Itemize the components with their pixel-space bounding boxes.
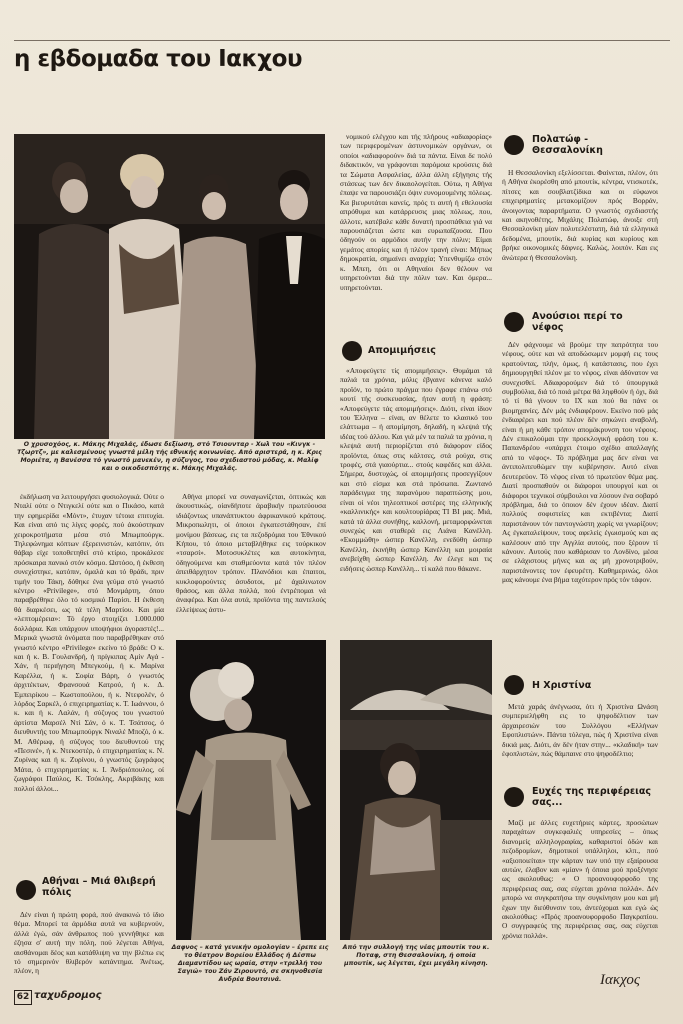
boutique-photo-caption: Από την συλλογή της νέας μπουτίκ του κ. Ποταφ, στη Θεσσαλονίκη, ή οποία μπουτίκ, ως λέγεται, έχει μεγάλη κίνηση. bbox=[342, 944, 490, 967]
athens-paragraph: Δέν είναι ή πρώτη φορά, πού άνακινώ τό ίδιο θέμα. Μπορεί τα άρμόδια αυτά να κυβερνούν, άλλά έγώ, σάν άνθρωπος πού γεννήθηκε και έζησα σ' αυτή την πόλη, πού λέγεται Αθήνα, αισθάνομαι δέος και κατάθλιψη να την βλέπω εις τό σημερινόν θλιβερόν κατάντημα. Άνέτως, πλέον, η bbox=[14, 910, 164, 976]
actress-photo-caption: Δαφνος – κατά γενικήν ομολογίαν – έρεπε εις το θέατρον Βορείου Ελλάδος ή Δέσπω Διαμαντίδου ως ωραία, στην «τρελλή του Σαγιώ» του Ζάν Ζιρουντό, σε σκηνοθεσία Ανδρέα Βουτσινά. bbox=[171, 944, 329, 983]
party-photo bbox=[14, 134, 325, 439]
polatof-paragraph: Η Θεσσαλονίκη εξελίσσεται. Φαίνεται, πλέον, ότι ή Αθήνα έκορέσθη από μπουτίκ, κέντρα, ντισκοτέκ, πίτσες και σουβλατζίδικα και οι εύφωνοι επιχειρηματίες μετακομίζουν πρός Βορράν, άνοιγοντας παραρτήματα. Ο γνωστός σχεδιαστής και ακηνοθέτης, Μιχάλης Πολατώφ, άνοιξε στή Θεσσαλονίκη μίαν πολυτελέστατη, διά τά ελληνικά δεδομένα, μπουτίκ, διά κυρίας και κυρίους και βρήκε οικονομικές δάφνες. Καλώς, λοιπόν. Και εις άνώτερα ή Θεσσαλονίκη. bbox=[502, 168, 658, 262]
eyxes-bullet-icon bbox=[504, 787, 524, 807]
christina-title: Η Χριστίνα bbox=[532, 680, 592, 691]
apomimiseis-paragraph: «Αποφεύγετε τίς απομιμήσεις». Θυμάμαι τά παλιά τα χρόνια, μόλις έβγαινε κάνενα καλό προϊόν, το πρώτο πράγμα που έγραφε επάνω στό κουτί τής συσκευασίας, ήταν αυτή η φράση: «Αποφεύγετε τάς απομιμήσεις». Διότι, είναι ίδιον του Έλληνα – είναι, αν θέλετε το κλασικό του ελάττωμα – ή απομίμηση, δηλαδή, η κλεψιά τής ιδέας τού άλλου. Και γιά μέν τα παλιά τα χρόνια, η κλεψιά αυτή περιορίζεται στό διάφορον είδος προϊόντα, όπως στις κάλτσες, στά ρούχα, στις τροφές, στά γιαούρτια... στούς καφέδες και άλλα. Σήμερα, δυστυχώς, οί απομιμήσεις προσεγγίζουν και στό είσμα και στά πρόσωπα. Ζωντανό παράδειγμα της παρανόμου παραπτώσης μου, είναι οί νέοι τηλεοπτικοί αστέρες της ελληνικής «καλλινικής» και κουλτουρίάρας ΤΙ ΒΙ μας. Μιά, κατά τά άλλα συνήθης, καλλονή, μεταμορφώνεται συνεχώς και σταθερά εις Λιάνα Κανέλλη. «Εκομμώθη» ώσπερ Κανέλλη, ενεδύθη ώσπερ Κανέλλη, έκινήθη ώσπερ Κανέλλη και μοιραία ανεβείχθη ώσπερ Κανέλλη. Αν έλεγε και τις ειδήσεις ώσπερ Κανέλλη... τί καλά που θάκανε. bbox=[340, 366, 492, 573]
apomimiseis-title: Απομιμήσεις bbox=[368, 345, 436, 356]
anousioi-bullet-icon bbox=[504, 312, 524, 332]
athens-text bbox=[14, 910, 164, 984]
page-number: 62 bbox=[14, 990, 32, 1005]
boutique-photo-drawing bbox=[340, 640, 492, 940]
christina-bullet-icon bbox=[504, 675, 524, 695]
polatof-bullet-icon bbox=[504, 135, 524, 155]
intro-mid-text bbox=[340, 132, 492, 332]
eyxes-paragraph: Μαζί με άλλες ευχετήριες κάρτες, προσώπων παραχάτων συγκεφαλιές υπηρεσίες – όπως διανομείς αλληλογραφίας, καθαριστοί όδών και πεζοδρομίων, δημοτικοί υπάλληλοι, κλπ., πού «αξιοποιείται» την κάρταν των υπό την εξαίρουσα αυτών, έλαβον και «μίαν» ή όποια μού προξένησε ως ακολουθως: « Ο προανουφορφοδο της περιφέρειας σας, σας εύχεται χρόνια πολλά». Δέν μπορώ να συγκρατήσω την συγκίνησιν μου και μή έχων την διεύθυνσιν του, άντεύχομαι και εγώ ώς ακολούθως: «Πρός προανουφορφοδο Παγκρατίου. Ο συγγραφεύς της περιφέρειας σας, σας εύχεται χρόνια πολλά». bbox=[502, 818, 658, 940]
polatof-title: Πολατώφ - Θεσσαλονίκη bbox=[532, 134, 603, 156]
anousioi-paragraph: Δέν φάχνουμε νά βρούμε την πατρότητα του νέφους, ούτε και νά αποδώσωμεν μομφή εις τους κρατούντας, πλήν, όμως, ή κατάστασις, που έχει δημιουργηθεί πλέον με το νέφος, είναι άδύνατον να συνεχισθεί. Αδιαφορούμεν διά τό ύπουργικά συμβούλια, διά τό ποιά μέτρα θά ληφθούν ή όχι, διά τό τί θά γίνουν το ΙΧ και πού θα πάνε οι βιομηχανίες. Δέν μάς ένδιαφέρουν. Εκείνο πού μάς ένδιαφέρει και πού πλέον δέν σηκώνει αναβολή, είναι ή μη κάθε τρόπον απομάκρυνση του νέφους. Δέν επικαλούμαι την προεκλογική φράση του κ. Παπανδρέου «υπάρχει έτοιμο σχέδιο απαλλαγής από το νέφος». Τό πρόβλημα μας δεν είναι να άντιπολιτευθώμεν την κυβέρνησιν. Αυτό είναι δευτερεύον. Τό νέφος είναι τό πρωτεύον θέμα μας. Διατί προσπαθούν οι διάφοροι υπουργοί και οι διάφοροι τεχνικοί σύμβουλοι να λύσουν ένα σοβαρό πρόβλημα, διά το όποιον δέν έχουν ιδέαν. Διατί πολλούς σοφιστείες και εκτιβέντα; Διατί παριστάνουν τόν παντογνώστη χωρίς να γνωρίζουν; Ας έγκαταλείψουν, τους αφελείς έγωισμούς και ας καλέσουν από την Αγγλία αυτούς, που ξέρουν τί κάνουν. Αυτούς που καθάρισαν το Λονδίνο, μέσα σε ελάχιστους μήνες και ας μή χρονοτριβούν, παριστάνοντες τον έφευρέτη. Καθημερινώς, όλοι μας κάνουμε ένα βήμα ταχύτερον πρός τόν τάφον. bbox=[502, 340, 658, 585]
column-b-text bbox=[176, 492, 326, 636]
athens-bullet-icon bbox=[16, 880, 36, 900]
top-rule bbox=[14, 40, 670, 41]
top-photo-caption: Ο χρυσοχόος, κ. Μάκης Μιχαλάς, έδωσε δεξίωση, στό Τσιουνταρ - Χωλ του «Κινγκ - Τζωρτζ», με καλεσμένους γνωστά μέλη τής εθνικής κοινωνίας. Από αριστερά, η κ. Κρις Μοριέτα, η Βανέσσα τό γνωστό μανεκέν, η σύζυγος, του σχεδιαστού μόδας, κ. Μαλίφ και ο οικοδεσπότης κ. Μάκης Μιχαλάς. bbox=[17, 441, 322, 472]
athens-title: Αθήναι – Μιά θλιβερή πόλις bbox=[42, 876, 156, 898]
intro-mid-paragraph: νομικού ελέγχου και τής πλήρους «αδιαφορίας» των περιφερομένων άστυνομικών οργάνων, οι οποίοι «αδιαφορούν» διά τα πάντα. Είναι δε πολύ διδακτικόν, να γράφονται παρόμοια κρούσεις διά τα Σώματα Ασφαλείας, άλλα άλλη εξήγησις τής στάσεως των δεν δικαιολογείται. Ούτω, η Αθήνα έπαψε να παρουσιάζει όψιν ευνομουμένης πόλεως. Κα βιευρυτάται κανείς, πρός τι αυτή ή εθελουσία απρόθυμα και κατάρρευσις μιας πόλεως, που, άλλοτε, κατέβαλε κάθε δυνατή προσπάθεια γιά να παρουσιάζεται ώστε και ευρωπαΐζουσα. Που όδηγούν οι αρμόδιοι αυτήν την πόλιν; Είμαι γεμάτος απορίες και ή πλέον τρανή είναι: Μήπως δημοκρατία, σημαίνει αναρχία; Υπενθυμίζω στόν κ. Μπεη, ότι οι Αθηναίοι δεν θέλουν να υπηρετούνται διά την πόλιν των. Και όμερα... υπηρετούνται. bbox=[340, 132, 492, 292]
boutique-photo bbox=[340, 640, 492, 940]
actress-photo bbox=[176, 640, 326, 940]
actress-photo-drawing bbox=[176, 640, 326, 940]
column-b-paragraph: Αθήνα μπορεί να συναγωνίζεται, όπτικώς και άκουστικώς, οίανδήποτε άραβικήν πρωτεύουσα ιδιάζοντως υπανάπτυκτου άφρικανικού κράτους. Μικροπωλητι, οί όποιοι έγκατεστάθησαν, έπί μονίμου βάσεως, εις τα πεζοδρόμια του Έθνικού Κήπου, τό όποιο μεταβλήθηκε εις τούρκικον «τσαρσί». Μοτοσυκλέτες και αυτοκίνητα, όδηγούμενα και σταθμεύοντα κατά τόν πλέον άπειθάρχητον τρόπον. Πλανόδιοι και έπαιτοι, κυκλοφορούντες άσυδοτοι, μέ άχαλινωτον θράσος, και άλλα πολλά, πού έντρέπομαι νά άναφέρω. Και όλα αυτά, προϊόντα της παντελούς έλλείψεως άστυ- bbox=[176, 492, 326, 614]
magazine-name: ταχυδρομος bbox=[34, 990, 102, 1001]
party-photo-drawing bbox=[14, 134, 325, 439]
column-a-paragraph: έκδήλωση να λειτουργήσει φυσιολογικά. Ούτε ο Νταλί ούτε ο Ντιγκελί ούτε και ο Πικάσο, κατά την εφημερίδα «Μόντ», έτυχαν τέτοια επιτυχία. Και είναι από τις λίγες φορές, πού άκούστηκαν χειροκροτήματα μέσα στό Μπωμπούργκ. Τηλεφώνημα κόπτων έξερεινιστών, κατόπιν, ότι θάβαρ είχε τοποθετηθεί στό κτίριο, προκάλεσε πρόσκαιρα πανικό στόν κόσμο. Ωστόσο, ή έκθεση συνεχίστηκε, κατόπιν, όμαλά και τό θράδι, πριν τιμήν του Τάκη, δόθηκε ένα γεύμα στό γνωστό κέντρο «Privilege», στό Μονμάρτη, όπου παραβρέθηκε όλο τό κοσμικό Παρίσι. Η έκθεση θά διαρκέσει, ως τά τέλη Μαρτίου. Και μία «λεπτομέρεια»: Τό έργο στοιχίζει 1.000.000 δολλάρια. Και υπάρχουν υποψήφιοι άγοραστές!... Μερικά γνωστά όνόματα που παραβρέθηκαν στό γνωστό κέντρο «Privilege» εκείνο τό βράδι: Ο κ. και ή κ. Β. Γουλανδρή, ή πρίγκιπας Αμίν Αγά - Χάν, ή περιήγηση Μπεγκούμ, ή κ. Μαρίνα Καρέλλα, ή κ. Σοφία Βάρη, ό γνωστός άρχιτέκτων, Φρανσουά Κατρού, ή κ. Δ. Έμπειρίκου – Κωστοπούλου, ή κ. Ντεφολέν, ό λόρδος Σαρκέλ, ό επιχειρηματίας κ. Τ. Ιωάννου, ό κ. και ή κ. Λαλάν, ή σύζυγος του γνωστού άρτίστα Μαρσέλ Ντί Σάν, ό κ. Τ. Τσάτσος, ό διευθυντής του Μπωμπούργκ Νιναλέ Μποζό, ό κ. Μ. Αθέρωφ, ή σύζυγος του διευθυντού της «Πεσινέ», ή κ. Ντεκοστέρ, ό επιχειρηματίας κ. Ν. Ζυρίνας και ή κ. Ζυρίνου, ό γνωστός ζωγράφος Μάτα, ό επιχειρηματίας κ. Ι. Άνδριόπουλος, οί ζωγράφοι Παύλος, Κ. Τσόκλης, Ακριβάκης και πολλοί άλλοι... bbox=[14, 492, 164, 793]
anousioi-title: Ανούσιοι περί το νέφος bbox=[532, 311, 623, 333]
eyxes-text bbox=[502, 818, 658, 968]
author-signature: Ιακχος bbox=[600, 972, 640, 988]
christina-paragraph: Μετά χαράς άνέγνωσα, ότι ή Χριστίνα Ωνάση συμπεριελήφθη εις το ψηφοδέλτιον των άρχαιρεσιών του Συλλόγου «Ελλήνων Εφοπλιστών». Πάντα τόλεγα, πώς ή Χριστίνα είναι δικιά μας. Διότι, άν δέν ήταν στην... «κλαδική» των έφοπλιστών, πώς θάμπαινε στο ψηφοδέλτιο; bbox=[502, 702, 658, 759]
anousioi-text bbox=[502, 340, 658, 666]
eyxes-title: Ευχές της περιφέρειας σας... bbox=[532, 786, 651, 808]
apomimiseis-text bbox=[340, 366, 492, 634]
column-masthead: η εβδομαδα του Ιακχου bbox=[14, 46, 302, 72]
polatof-text bbox=[502, 168, 658, 302]
column-a-text bbox=[14, 492, 164, 860]
christina-text bbox=[502, 702, 658, 778]
apomimiseis-bullet-icon bbox=[342, 341, 362, 361]
